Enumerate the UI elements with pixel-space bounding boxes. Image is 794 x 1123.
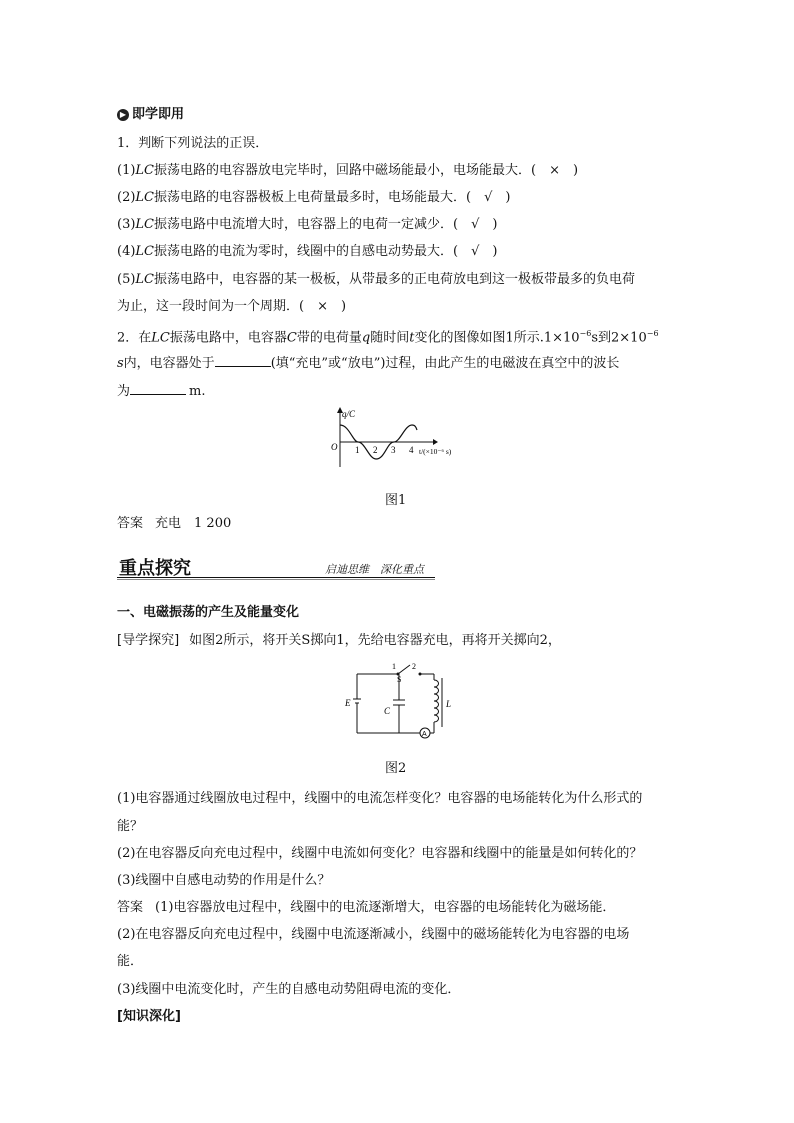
question-2: (2)在电容器反向充电过程中，线圈中电流如何变化？电容器和线圈中的能量是如何转化的？ <box>117 846 643 861</box>
section-header <box>117 552 435 582</box>
guide-text: 如图2所示，将开关S掷向1，先给电容器充电，再将开关掷向2， <box>189 633 561 648</box>
part-1-title: 一、电磁振荡的产生及能量变化 <box>117 605 300 620</box>
q2-line-1: 2．在LC振荡电路中，电容器C带的电荷量q随时间t变化的图像如图1所示$.1\times 10^{-6}s$到$2\times 10^{-6}$ <box>117 329 659 346</box>
tick-label-3: 3 <box>391 445 396 455</box>
question-1: (1)电容器通过线圈放电过程中，线圈中的电流怎样变化？电容器的电场能转化为什么形式的 <box>117 791 643 806</box>
q1-item-5: (5)LC振荡电路中，电容器的某一极板，从带最多的正电荷放电到这一极板带最多的负电荷 <box>117 272 636 287</box>
switch-pos-2-label: 2 <box>412 662 416 671</box>
tip-label: 即学即用 <box>132 107 185 122</box>
answer-2-line-1: 答案 (1)电容器放电过程中，线圈中的电流逐渐增大，电容器的电场能转化为磁场能． <box>117 900 616 915</box>
q2-line-3: 为 m. <box>117 381 205 401</box>
tick-label-4: 4 <box>409 445 414 455</box>
guide-paragraph <box>117 632 561 650</box>
origin-label: O <box>331 442 338 452</box>
figure-2-circuit <box>340 660 460 744</box>
q1-title: 1．判断下列说法的正误． <box>117 136 269 151</box>
question-3: (3)线圈中自感电动势的作用是什么？ <box>117 873 331 888</box>
figure-1-caption: 图1 <box>385 493 407 508</box>
figure-1-graph <box>325 405 470 475</box>
answer-1: 答案 充电 1 200 <box>117 516 232 531</box>
q1-item-3: (3)LC振荡电路中电流增大时，电容器上的电荷一定减少．( √ ) <box>117 217 498 232</box>
switch-label: S <box>397 675 402 684</box>
knowledge-label: [知识深化] <box>117 1009 181 1024</box>
figure-2-caption: 图2 <box>385 761 407 776</box>
answer-blank-2[interactable] <box>130 381 186 395</box>
ammeter-icon: A <box>422 731 427 738</box>
inductor-label: L <box>446 699 452 709</box>
answer-2-line-2: (2)在电容器反向充电过程中，线圈中电流逐渐减小，线圈中的磁场能转化为电容器的电场 <box>117 927 630 942</box>
section-subtitle: 启迪思维 深化重点 <box>325 563 424 576</box>
q1-item-4: (4)LC振荡电路的电流为零时，线圈中的自感电动势最大．( √ ) <box>117 244 498 259</box>
section-rule <box>117 577 435 580</box>
x-axis-label: t/(×10⁻⁶ s) <box>419 447 452 456</box>
q1-item-1: (1)LC振荡电路的电容器放电完毕时，回路中磁场能最小，电场能最大．( × ) <box>117 163 579 178</box>
switch-pos-1-label: 1 <box>392 662 396 671</box>
answer-2-line-4: (3)线圈中电流变化时，产生的自感电动势阻碍电流的变化． <box>117 982 461 997</box>
tick-label-2: 2 <box>373 445 378 455</box>
capacitor-label: C <box>384 706 391 716</box>
source-label: E <box>345 698 351 708</box>
answer-blank-1[interactable] <box>215 353 271 367</box>
y-axis-label: q/C <box>342 409 356 419</box>
answer-2-line-3: 能． <box>117 954 144 969</box>
tick-label-1: 1 <box>355 445 360 455</box>
q1-item-2: (2)LC振荡电路的电容器极板上电荷量最多时，电场能最大．( √ ) <box>117 190 511 205</box>
section-title: 重点探究 <box>119 558 191 579</box>
play-icon: ▶ <box>117 109 129 121</box>
question-1-cont: 能？ <box>117 819 144 834</box>
guide-label: [导学探究] <box>117 633 180 648</box>
tip-heading <box>117 106 184 124</box>
q1-item-5-cont: 为止，这一段时间为一个周期．( × ) <box>117 299 347 314</box>
q2-line-2: s内，电容器处于 (填“充电”或“放电”)过程，由此产生的电磁波在真空中的波长 <box>117 353 619 373</box>
t-axis-arrow <box>433 439 438 445</box>
